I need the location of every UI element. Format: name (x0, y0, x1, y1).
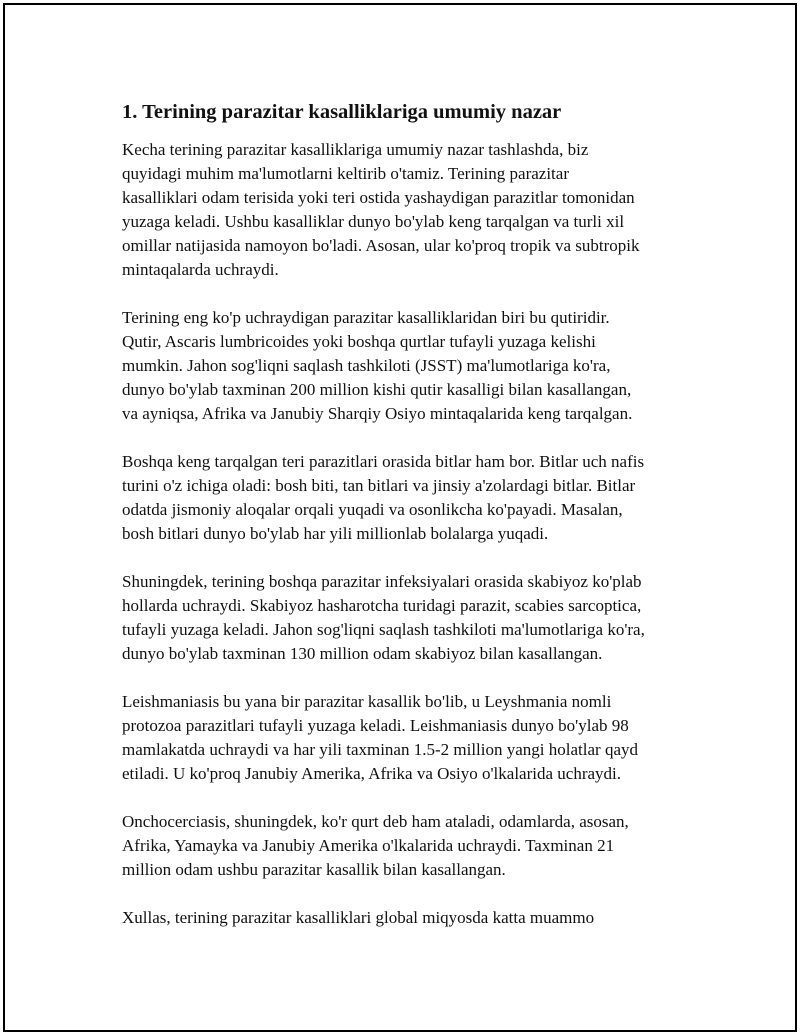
paragraph-qutir (122, 306, 702, 426)
text-line: tufayli yuzaga keladi. Jahon sog'liqni saqlash tashkiloti ma'lumotlariga ko'ra, (122, 620, 645, 639)
page-frame (3, 3, 797, 1032)
text-line: bosh bitlari dunyo bo'ylab har yili millionlab bolalarga yuqadi. (122, 524, 549, 543)
text-line: va ayniqsa, Afrika va Janubiy Sharqiy Osiyo mintaqalarida keng tarqalgan. (122, 404, 633, 423)
text-line: hollarda uchraydi. Skabiyoz hasharotcha turidagi parazit, scabies sarcoptica, (122, 596, 642, 615)
text-line: Terining eng ko'p uchraydigan parazitar kasalliklaridan biri bu qutiridir. (122, 308, 610, 327)
text-line: etiladi. U ko'proq Janubiy Amerika, Afrika va Osiyo o'lkalarida uchraydi. (122, 764, 622, 783)
paragraph-skabiyoz (122, 570, 702, 666)
text-line: mumkin. Jahon sog'liqni saqlash tashkiloti (JSST) ma'lumotlariga ko'ra, (122, 356, 611, 375)
text-line: Onchocerciasis, shuningdek, ko'r qurt deb ham ataladi, odamlarda, asosan, (122, 812, 629, 831)
text-line: dunyo bo'ylab taxminan 200 million kishi qutir kasalligi bilan kasallangan, (122, 380, 632, 399)
text-line: protozoa parazitlari tufayli yuzaga keladi. Leishmaniasis dunyo bo'ylab 98 (122, 716, 629, 735)
text-line: Kecha terining parazitar kasalliklariga umumiy nazar tashlashda, biz (122, 140, 589, 159)
document-title: 1. Terining parazitar kasalliklariga umumiy nazar (122, 101, 562, 123)
text-line: kasalliklari odam terisida yoki teri ostida yashaydigan parazitlar tomonidan (122, 188, 635, 207)
text-line: turini o'z ichiga oladi: bosh biti, tan bitlari va jinsiy a'zolardagi bitlar. Bitlar (122, 476, 636, 495)
text-line: Qutir, Ascaris lumbricoides yoki boshqa qurtlar tufayli yuzaga kelishi (122, 332, 596, 351)
text-line: mintaqalarda uchraydi. (122, 260, 279, 279)
text-line: yuzaga keladi. Ushbu kasalliklar dunyo bo'ylab keng tarqalgan va turli xil (122, 212, 625, 231)
text-line: dunyo bo'ylab taxminan 130 million odam skabiyoz bilan kasallangan. (122, 644, 603, 663)
paragraph-leishmaniasis (122, 690, 702, 786)
text-line: omillar natijasida namoyon bo'ladi. Asosan, ular ko'proq tropik va subtropik (122, 236, 640, 255)
text-line: Shuningdek, terining boshqa parazitar infeksiyalari orasida skabiyoz ko'plab (122, 572, 642, 591)
text-line: Boshqa keng tarqalgan teri parazitlari orasida bitlar ham bor. Bitlar uch nafis (122, 452, 645, 471)
paragraph-onchocerciasis (122, 810, 702, 882)
document-body (122, 98, 702, 954)
paragraph-conclusion (122, 906, 702, 930)
text-line: quyidagi muhim ma'lumotlarni keltirib o'tamiz. Terining parazitar (122, 164, 569, 183)
text-line: odatda jismoniy aloqalar orqali yuqadi va osonlikcha ko'payadi. Masalan, (122, 500, 623, 519)
text-line: Leishmaniasis bu yana bir parazitar kasallik bo'lib, u Leyshmania nomli (122, 692, 612, 711)
text-line: million odam ushbu parazitar kasallik bilan kasallangan. (122, 860, 506, 879)
paragraph-overview (122, 138, 702, 282)
text-line: mamlakatda uchraydi va har yili taxminan 1.5-2 million yangi holatlar qayd (122, 740, 638, 759)
text-line: Afrika, Yamayka va Janubiy Amerika o'lkalarida uchraydi. Taxminan 21 (122, 836, 615, 855)
text-line: Xullas, terining parazitar kasalliklari global miqyosda katta muammo (122, 908, 595, 927)
paragraph-bitlar (122, 450, 702, 546)
